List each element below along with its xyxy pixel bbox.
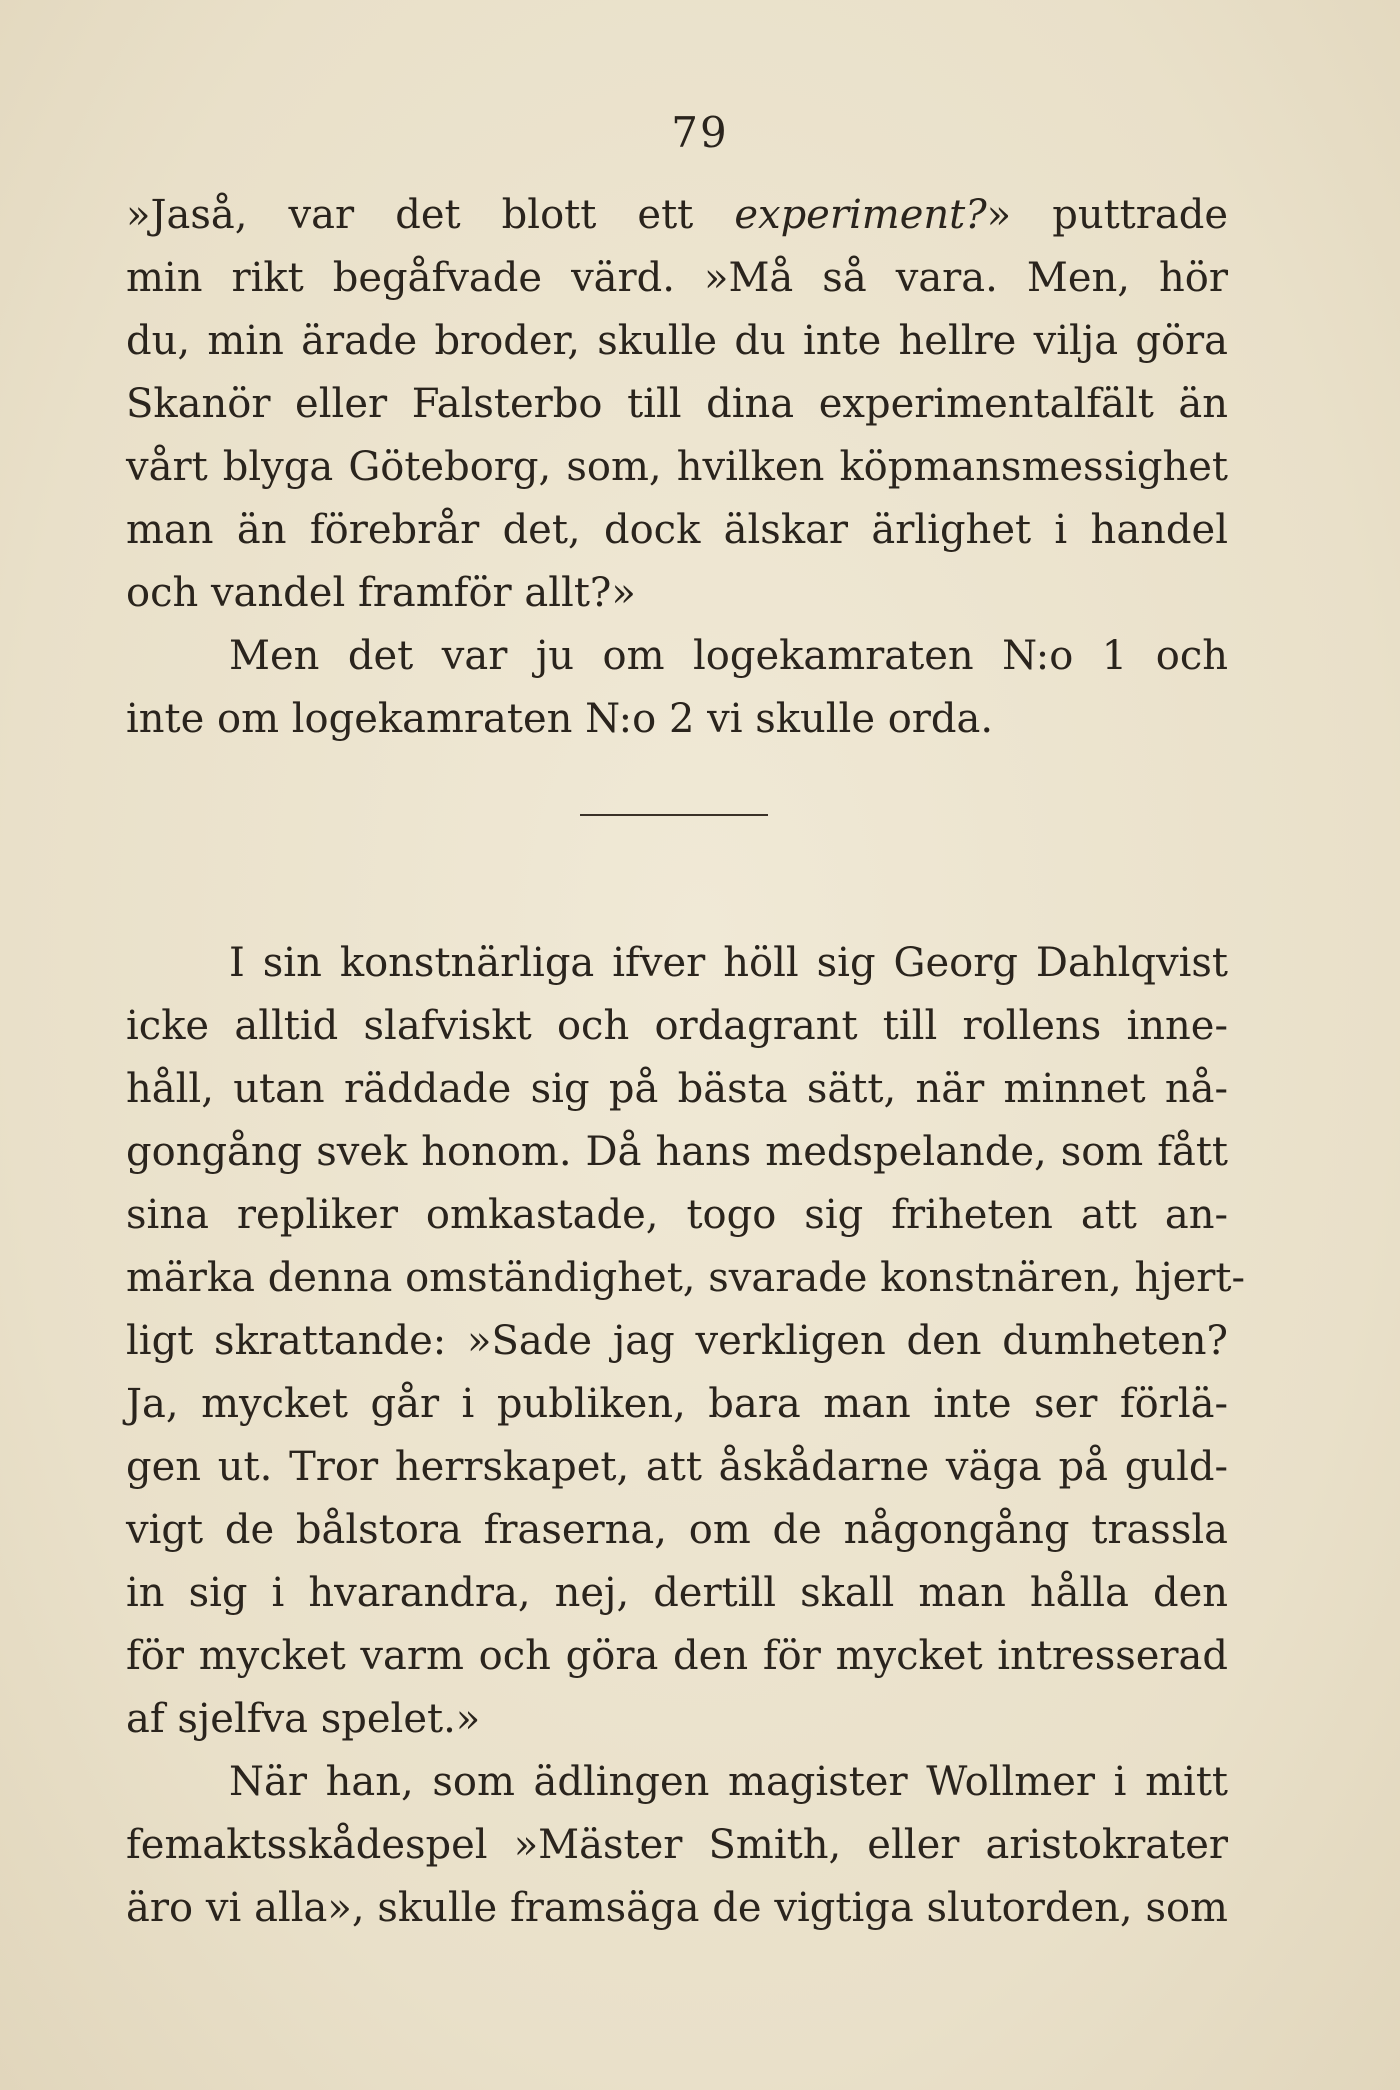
text-line: »Jaså, var det blott ett experiment?» puttrade: [126, 192, 1228, 238]
text-line: och vandel framför allt?»: [126, 570, 636, 616]
text-line: När han, som ädlingen magister Wollmer i mitt: [229, 1759, 1228, 1805]
text-line: vårt blyga Göteborg, som, hvilken köpmansmessighet: [126, 444, 1228, 490]
text-line: sina repliker omkastade, togo sig friheten att an-: [126, 1192, 1228, 1238]
section-divider: [580, 814, 768, 816]
text-line: icke alltid slafviskt och ordagrant till rollens inne-: [126, 1003, 1228, 1049]
text-line: in sig i hvarandra, nej, dertill skall man hålla den: [126, 1570, 1228, 1616]
text-line: för mycket varm och göra den för mycket intresserad: [126, 1633, 1228, 1679]
text-line: vigt de bålstora fraserna, om de någongång trassla: [126, 1507, 1228, 1553]
text-block-2: [126, 932, 1245, 1940]
text-line: min rikt begåfvade värd. »Må så vara. Men, hör: [126, 255, 1228, 301]
text-line: femaktsskådespel »Mäster Smith, eller aristokrater: [126, 1822, 1228, 1868]
text-line: Skanör eller Falsterbo till dina experimentalfält än: [126, 381, 1228, 427]
text-line: man än förebrår det, dock älskar ärlighet i handel: [126, 507, 1228, 553]
text-line: du, min ärade broder, skulle du inte hellre vilja göra: [126, 318, 1228, 364]
text-line: håll, utan räddade sig på bästa sätt, när minnet nå-: [126, 1066, 1228, 1112]
text-line: ligt skrattande: »Sade jag verkligen den dumheten?: [126, 1318, 1228, 1364]
text-line: gen ut. Tror herrskapet, att åskådarne väga på guld-: [126, 1444, 1228, 1490]
text-line: af sjelfva spelet.»: [126, 1696, 481, 1742]
text-line: inte om logekamraten N:o 2 vi skulle orda.: [126, 696, 994, 742]
text-line: gongång svek honom. Då hans medspelande, som fått: [126, 1129, 1228, 1175]
text-block-1: [126, 184, 1228, 751]
text-line: I sin konstnärliga ifver höll sig Georg Dahlqvist: [229, 940, 1228, 986]
page-number: 79: [671, 108, 729, 157]
text-line: äro vi alla», skulle framsäga de vigtiga slutorden, som: [126, 1885, 1228, 1931]
text-line: märka denna omständighet, svarade konstnären, hjert-: [126, 1255, 1245, 1301]
text-line: Men det var ju om logekamraten N:o 1 och: [229, 633, 1228, 679]
text-line: Ja, mycket går i publiken, bara man inte ser förlä-: [126, 1381, 1228, 1427]
